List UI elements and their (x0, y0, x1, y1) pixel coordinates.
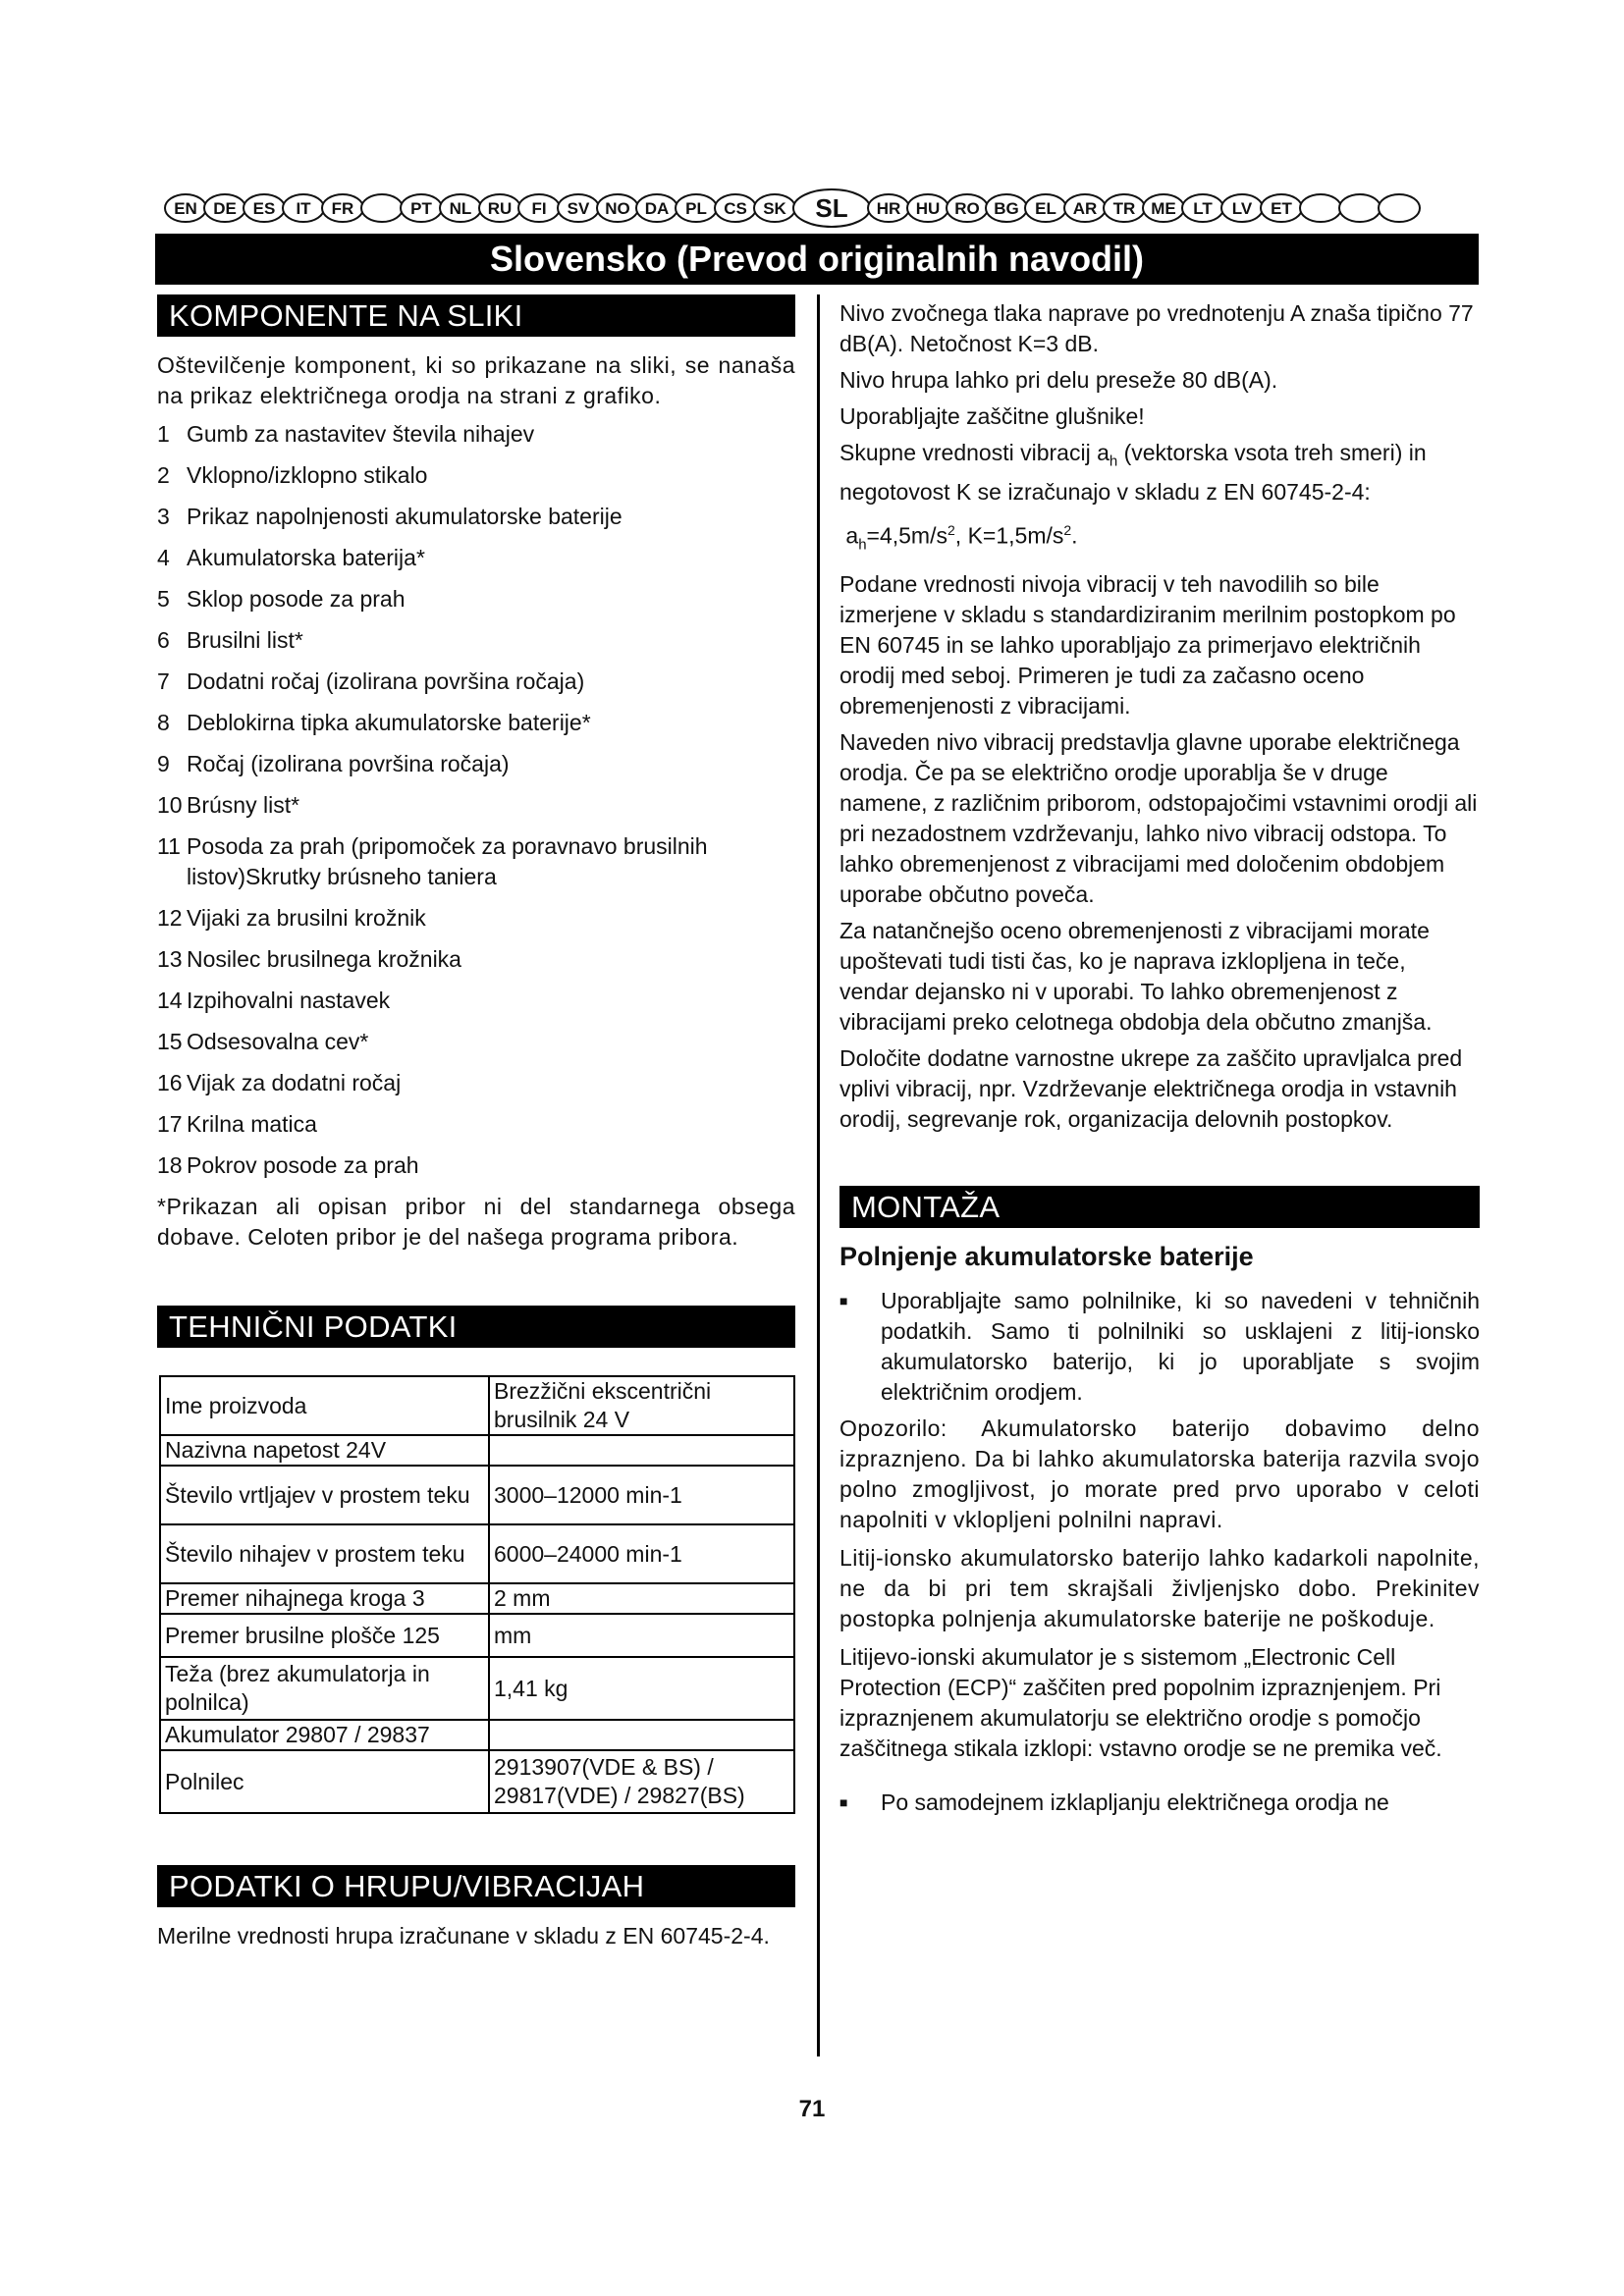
component-item: 4 Akumulatorska baterija* (157, 545, 425, 570)
lang-tab (986, 194, 1027, 222)
component-item: 9 Ročaj (izolirana površina ročaja) (157, 751, 510, 776)
tech-value: 1,41 kg (489, 1657, 794, 1720)
right-column (839, 294, 1480, 1824)
tech-key: Polnilec (160, 1750, 489, 1813)
svg-text:NO: NO (605, 199, 630, 218)
tech-row (160, 1435, 794, 1466)
svg-text:IT: IT (296, 199, 311, 218)
component-item: 12 Vijaki za brusilni krožnik (157, 905, 426, 931)
svg-text:AR: AR (1072, 199, 1098, 218)
lang-tab (1143, 194, 1184, 222)
component-item: 5 Sklop posode za prah (157, 586, 406, 612)
lang-tab (793, 189, 870, 227)
lang-tab (636, 194, 677, 222)
tech-key: Premer nihajnega kroga 3 (160, 1583, 489, 1614)
tech-key: Akumulator 29807 / 29837 (160, 1720, 489, 1750)
svg-text:DA: DA (644, 199, 670, 218)
components-intro: Oštevilčenje komponent, ki so prikazane na sliki, se nanaša na prikaz električnega orodja na strani z grafiko. (157, 352, 795, 408)
tech-key: Število nihajev v prostem teku (160, 1524, 489, 1583)
language-tabs (163, 187, 1479, 230)
tech-value: 2913907(VDE & BS) / 29817(VDE) / 29827(BS) (489, 1750, 794, 1813)
tech-row (160, 1720, 794, 1750)
svg-text:FI: FI (531, 199, 547, 218)
lang-tab (947, 194, 988, 222)
lang-tab (322, 194, 363, 222)
noise-level: Nivo zvočnega tlaka naprave po vrednotenju A znaša tipično 77 dB(A). Netočnost K=3 dB. (839, 300, 1474, 356)
lang-tab (479, 194, 520, 222)
component-item: 7 Dodatni ročaj (izolirana površina ročaja) (157, 668, 585, 694)
charging-subheading: Polnjenje akumulatorske baterije (839, 1241, 1254, 1271)
lang-tab (1182, 194, 1223, 222)
lang-tab (1339, 194, 1380, 222)
tech-key: Število vrtljajev v prostem teku (160, 1466, 489, 1524)
tech-row (160, 1750, 794, 1813)
component-item: 16 Vijak za dodatni ročaj (157, 1070, 402, 1095)
tech-table (159, 1375, 795, 1814)
component-item: 8 Deblokirna tipka akumulatorske baterije* (157, 710, 591, 735)
lang-tab (715, 194, 756, 222)
vibration-values: $a_h=4,5m/s^2$, $K=1,5m/s^2$. (845, 521, 1078, 553)
noise-heading: PODATKI O HRUPU/VIBRACIJAH (157, 1865, 795, 1907)
svg-text:CS: CS (724, 199, 747, 218)
tech-key: Premer brusilne plošče 125 (160, 1614, 489, 1657)
component-item: 17 Krilna matica (157, 1111, 317, 1137)
lang-tab (401, 194, 442, 222)
page-title: Slovensko (Prevod originalnih navodil) (155, 234, 1479, 285)
left-column (157, 294, 795, 1951)
language-bar (163, 187, 1479, 230)
lang-tab (283, 194, 324, 222)
component-item: 11 Posoda za prah (pripomoček za poravnavo brusilnih listov)Skrutky brúsneho taniera (157, 833, 708, 889)
svg-text:TR: TR (1112, 199, 1136, 218)
component-item: 1 Gumb za nastavitev števila nihajev (157, 421, 535, 447)
svg-text:ET: ET (1271, 199, 1292, 218)
tech-row (160, 1614, 794, 1657)
tech-key: Nazivna napetost 24V (160, 1435, 489, 1466)
lang-tab (597, 194, 638, 222)
svg-text:HU: HU (915, 199, 941, 218)
svg-text:PL: PL (685, 199, 707, 218)
components-list (157, 419, 795, 1181)
svg-text:HR: HR (876, 199, 901, 218)
tech-value: Brezžični ekscentrični brusilnik 24 V (489, 1376, 794, 1435)
svg-text:FR: FR (331, 199, 354, 218)
components-footnote: *Prikazan ali opisan pribor ni del standarnega obsega dobave. Celoten pribor je del našega programa pribora. (157, 1194, 795, 1250)
svg-text:ME: ME (1151, 199, 1176, 218)
component-item: 18 Pokrov posode za prah (157, 1152, 419, 1178)
svg-text:SK: SK (763, 199, 786, 218)
vibration-measured: Podane vrednosti nivoja vibracij v teh navodilih so bile izmerjene v skladu s standardiziranim merilnim postopkom po EN 60745 in se lahko uporabljajo za primerjavo električnih orodij med seboj. Primeren je tudi za začasno oceno obremenjenosti z vibracijami. (839, 570, 1456, 719)
svg-text:DE: DE (213, 199, 237, 218)
tech-row (160, 1524, 794, 1583)
lang-tab (244, 194, 285, 222)
tech-value: 6000–24000 min-1 (489, 1524, 794, 1583)
battery-warning: Opozorilo: Akumulatorsko baterijo dobavimo delno izpraznjeno. Da bi lahko akumulatorska baterija razvila svojo polno zmogljivost, jo morate pred prvo uporabo v celoti napolniti v vklopljeni polnilni napravi. (839, 1415, 1480, 1532)
lang-tab (754, 194, 795, 222)
charger-bullet: ■ Uporabljajte samo polnilnike, ki so navedeni v tehničnih podatkih. Samo ti polnilniki so usklajeni z litij-ionsko akumulatorsko baterijo, ki jo uporabljate s svojim električnim orodjem. (839, 1286, 1480, 1408)
tech-value: 3000–12000 min-1 (489, 1466, 794, 1524)
component-item: 6 Brusilni list* (157, 627, 303, 653)
lang-tab (1379, 194, 1420, 222)
lang-tab (440, 194, 481, 222)
svg-text:LV: LV (1231, 199, 1253, 218)
lang-tab (558, 194, 599, 222)
lang-tab (1261, 194, 1302, 222)
lang-tab (204, 194, 245, 222)
bullet-square-icon: ■ (839, 1292, 848, 1308)
vibration-safety: Določite dodatne varnostne ukrepe za zaščito upravljalca pred vplivi vibracij, npr. Vzdrževanje električnega orodja in vstavnih orodij, segrevanje rok, organizacija delovnih postopkov. (839, 1044, 1463, 1132)
ecp-protection: Litijevo-ionski akumulator je s sistemom „Electronic Cell Protection (ECP)“ zaščiten pred popolnim izpraznjenjem. Pri izpraznjenem akumulatorju se električno orodje s pomočjo zaščitnega stikala izklopi: vstavno orodje se ne premika več. (839, 1643, 1442, 1761)
svg-text:SL: SL (815, 193, 848, 223)
lang-tab (165, 194, 206, 222)
tech-row (160, 1583, 794, 1614)
component-item: 2 Vklopno/izklopno stikalo (157, 462, 428, 488)
tech-value: mm (489, 1614, 794, 1657)
lang-tab (1025, 194, 1066, 222)
lang-tab (361, 194, 403, 222)
svg-text:RU: RU (487, 199, 513, 218)
vibration-estimate: Za natančnejšo oceno obremenjenosti z vibracijami morate upoštevati tudi tisti čas, ko je naprava izklopljena in teče, vendar dejansko ni v uporabi. To lahko obremenjenost z vibracijami preko celotnega obdobja dela občutno zmanjša. (839, 917, 1433, 1035)
lang-tab (676, 194, 717, 222)
noise-intro: Merilne vrednosti hrupa izračunane v skladu z EN 60745-2-4. (157, 1923, 770, 1949)
lang-tab (1221, 194, 1263, 222)
ear-protection: Uporabljajte zaščitne glušnike! (839, 403, 1145, 429)
lang-tab (1300, 194, 1341, 222)
tech-value (489, 1435, 794, 1466)
component-item: 13 Nosilec brusilnega krožnika (157, 946, 461, 972)
vibration-usage: Naveden nivo vibracij predstavlja glavne uporabe električnega orodja. Če pa se električno orodje uporablja še v druge namene, z različnim priborom, odstopajočimi vstavnimi orodji ali pri nezadostnem vzdrževanju, lahko nivo vibracij odstopa. To lahko obremenjenost z vibracijami med določenim obdobjem uporabe občutno poveča. (839, 728, 1478, 907)
component-item: 15 Odsesovalna cev* (157, 1029, 369, 1054)
svg-text:EN: EN (174, 199, 197, 218)
tech-row (160, 1466, 794, 1524)
components-heading: KOMPONENTE NA SLIKI (157, 294, 795, 337)
tech-row (160, 1657, 794, 1720)
battery-recharge: Litij-ionsko akumulatorsko baterijo lahko kadarkoli napolnite, ne da bi pri tem skrajšali življenjsko dobo. Prekinitev postopka polnjenja akumulatorske baterije ne poškoduje. (839, 1544, 1480, 1631)
svg-text:BG: BG (994, 199, 1019, 218)
lang-tab (1104, 194, 1145, 222)
component-item: 14 Izpihovalni nastavek (157, 988, 391, 1013)
lang-tab (518, 194, 560, 222)
bullet-square-icon: ■ (839, 1793, 848, 1810)
svg-text:PT: PT (410, 199, 432, 218)
noise-exceed: Nivo hrupa lahko pri delu preseže 80 dB(A). (839, 367, 1278, 393)
svg-text:EL: EL (1035, 199, 1056, 218)
lang-tab (868, 194, 909, 222)
column-divider (817, 294, 820, 2056)
tech-heading: TEHNIČNI PODATKI (157, 1306, 795, 1348)
lang-tab (907, 194, 948, 222)
svg-text:NL: NL (449, 199, 472, 218)
tech-value: 2 mm (489, 1583, 794, 1614)
tech-key: Teža (brez akumulatorja in polnilca) (160, 1657, 489, 1720)
svg-text:ES: ES (252, 199, 276, 218)
page-number: 71 (798, 2096, 826, 2122)
component-item: 10 Brúsny list* (157, 792, 300, 818)
vibration-total: Skupne vrednosti vibracij $a_h$ (vektorska vsota treh smeri) in negotovost K se izračunajo v skladu z EN 60745-2-4: (839, 440, 1427, 505)
lang-tab (1064, 194, 1106, 222)
tech-key: Ime proizvoda (160, 1376, 489, 1435)
svg-text:RO: RO (954, 199, 980, 218)
auto-shutoff-bullet: ■ Po samodejnem izklapljanju električnega orodja ne (839, 1788, 1480, 1818)
montaza-heading: MONTAŽA (839, 1186, 1480, 1228)
tech-value (489, 1720, 794, 1750)
tech-row (160, 1376, 794, 1435)
svg-text:LT: LT (1193, 199, 1213, 218)
component-item: 3 Prikaz napolnjenosti akumulatorske baterije (157, 504, 623, 529)
svg-text:SV: SV (567, 199, 590, 218)
